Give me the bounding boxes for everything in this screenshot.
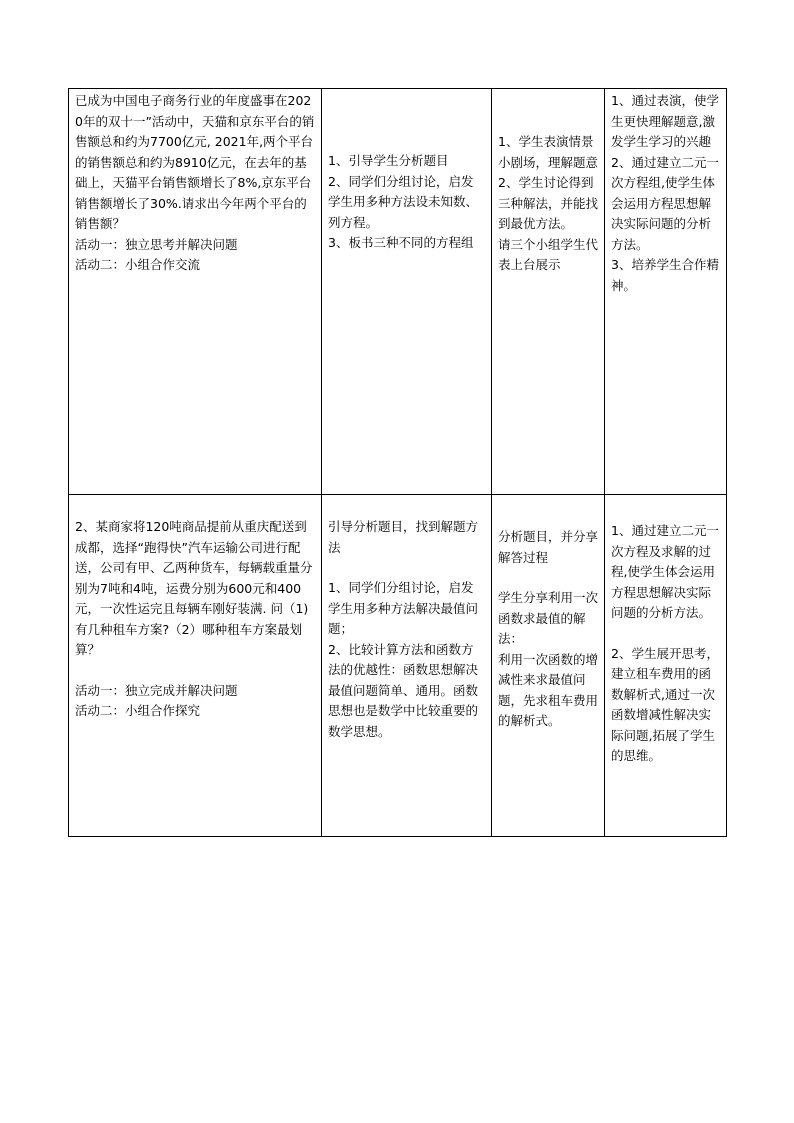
teacher-step: 1、引导学生分析题目 bbox=[328, 153, 449, 168]
design-intent-cell bbox=[605, 495, 727, 837]
problem-cell bbox=[69, 495, 322, 837]
intent-item: 2、通过建立二元一次方程组,使学生体会运用方程思想解决实际问题的分析方法。 bbox=[611, 154, 719, 252]
design-intent-cell bbox=[605, 89, 727, 495]
teacher-activity-cell bbox=[322, 495, 492, 837]
table-row bbox=[69, 89, 727, 495]
student-step: 学生分享利用一次函数求最值的解法： bbox=[498, 590, 599, 646]
student-step: 利用一次函数的增减性来求最值问题，先求租车费用的解析式。 bbox=[498, 651, 599, 728]
student-activity-cell bbox=[492, 495, 605, 837]
student-step: 1、学生表演情景小剧场，理解题意 bbox=[498, 134, 599, 170]
activity-two: 活动二：小组合作交流 bbox=[75, 257, 201, 272]
teacher-step: 引导分析题目，找到解题方法 bbox=[328, 519, 479, 555]
teacher-step: 2、同学们分组讨论，启发学生用多种方法设未知数、列方程。 bbox=[328, 173, 479, 230]
student-step: 分析题目，并分享解答过程 bbox=[498, 529, 599, 565]
activity-two: 活动二：小组合作探究 bbox=[75, 703, 201, 718]
teacher-step: 1、同学们分组讨论，启发学生用多种方法解决最值问题； bbox=[328, 580, 479, 636]
intent-item: 1、通过建立二元一次方程及求解的过程,使学生体会运用方程思想解决实际问题的分析方法。 bbox=[611, 523, 719, 620]
student-activity-cell bbox=[492, 89, 605, 495]
intent-item: 1、通过表演，使学生更快理解题意,激发学生学习的兴趣 bbox=[611, 93, 719, 149]
activity-one: 活动一：独立完成并解决问题 bbox=[75, 682, 238, 698]
lesson-plan-table bbox=[68, 88, 727, 837]
intent-item: 3、培养学生合作精神。 bbox=[611, 257, 719, 293]
teacher-step: 3、板书三种不同的方程组 bbox=[328, 235, 474, 250]
activity-one: 活动一：独立思考并解决问题 bbox=[75, 236, 238, 252]
problem-text: 已成为中国电子商务行业的年度盛事在2020年的双十一”活动中，天猫和京东平台的销售额总和约为7700亿元, 2021年,两个平台的销售额总和约为8910亿元，在去年的基础上，天猫平台销售额增长了8%,京东平台销售额增长了30%.请求出今年两个平台的销售额？ bbox=[75, 93, 315, 231]
student-step: 2、学生讨论得到三种解法，并能找到最优方法。 bbox=[498, 175, 599, 231]
teacher-activity-cell bbox=[322, 89, 492, 495]
problem-text: 2、某商家将120吨商品提前从重庆配送到成都，选择“跑得快”汽车运输公司进行配送，公司有甲、乙两种货车，每辆载重量分别为7吨和4吨，运费分别为600元和400元，一次性运完且每辆车刚好装满. 问（1)有几种租车方案?（2）哪种租车方案最划算？ bbox=[75, 519, 313, 657]
intent-item: 2、学生展开思考，建立租车费用的函数解析式,通过一次函数增减性解决实际问题,拓展了学生的思维。 bbox=[611, 645, 719, 763]
teacher-step: 2、比较计算方法和函数方法的优越性：函数思想解决最值问题简单、通用。函数思想也是数学中比较重要的数学思想。 bbox=[328, 641, 479, 739]
problem-cell bbox=[69, 89, 322, 495]
student-step: 请三个小组学生代表上台展示 bbox=[498, 236, 599, 272]
table-row bbox=[69, 495, 727, 837]
